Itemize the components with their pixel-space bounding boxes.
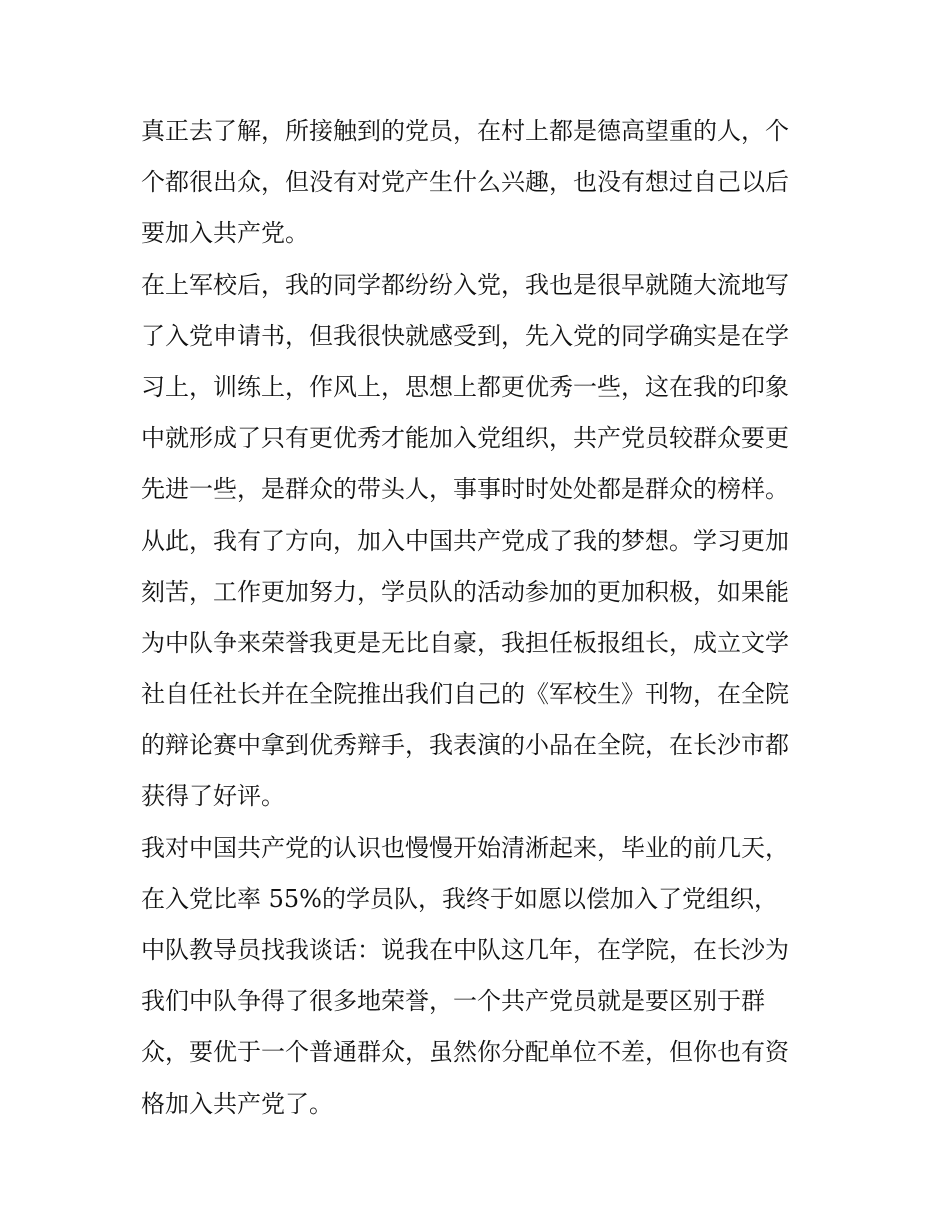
text-line: 中队教导员找我谈话：说我在中队这几年，在学院，在长沙为 xyxy=(141,936,789,964)
paragraph-4 xyxy=(141,823,821,925)
text-line: 的辩论赛中拿到优秀辩手，我表演的小品在全院，在长沙市都 xyxy=(141,731,789,760)
text-line: 从此，我有了方向，加入中国共产党成了我的梦想。学习更加 xyxy=(141,526,789,555)
text-line: 要加入共产党。 xyxy=(141,219,309,248)
text-line: 在上军校后，我的同学都纷纷入党，我也是很早就随大流地写 xyxy=(141,270,789,299)
text-line: 众，要优于一个普通群众，虽然你分配单位不差，但你也有资 xyxy=(141,1038,789,1067)
paragraph-3 xyxy=(141,516,821,823)
document-body xyxy=(141,106,821,1130)
text-line: 我们中队争得了很多地荣誉，一个共产党员就是要区别于群 xyxy=(141,987,765,1016)
text-line: 在入党比率 55%的学员队，我终于如愿以偿加入了党组织， xyxy=(141,884,778,913)
text-line: 社自任社长并在全院推出我们自己的《军校生》刊物，在全院 xyxy=(141,680,789,709)
text-line: 了入党申请书，但我很快就感受到，先入党的同学确实是在学 xyxy=(141,321,789,350)
paragraph-5 xyxy=(141,925,821,1130)
text-line: 获得了好评。 xyxy=(141,782,285,811)
text-line: 真正去了解，所接触到的党员，在村上都是德高望重的人，个 xyxy=(141,117,789,145)
text-line: 个都很出众，但没有对党产生什么兴趣，也没有想过自己以后 xyxy=(141,168,789,197)
paragraph-1 xyxy=(141,106,821,260)
text-line: 格加入共产党了。 xyxy=(141,1089,333,1118)
text-line: 先进一些，是群众的带头人，事事时时处处都是群众的榜样。 xyxy=(141,475,789,504)
text-line: 习上，训练上，作风上，思想上都更优秀一些，这在我的印象 xyxy=(141,372,789,401)
text-line: 中就形成了只有更优秀才能加入党组织，共产党员较群众要更 xyxy=(141,424,789,453)
text-line: 为中队争来荣誉我更是无比自豪，我担任板报组长，成立文学 xyxy=(141,628,789,657)
text-line: 我对中国共产党的认识也慢慢开始清淅起来，毕业的前几天， xyxy=(141,833,789,862)
text-line: 刻苦，工作更加努力，学员队的活动参加的更加积极，如果能 xyxy=(141,577,789,606)
paragraph-2 xyxy=(141,260,821,516)
